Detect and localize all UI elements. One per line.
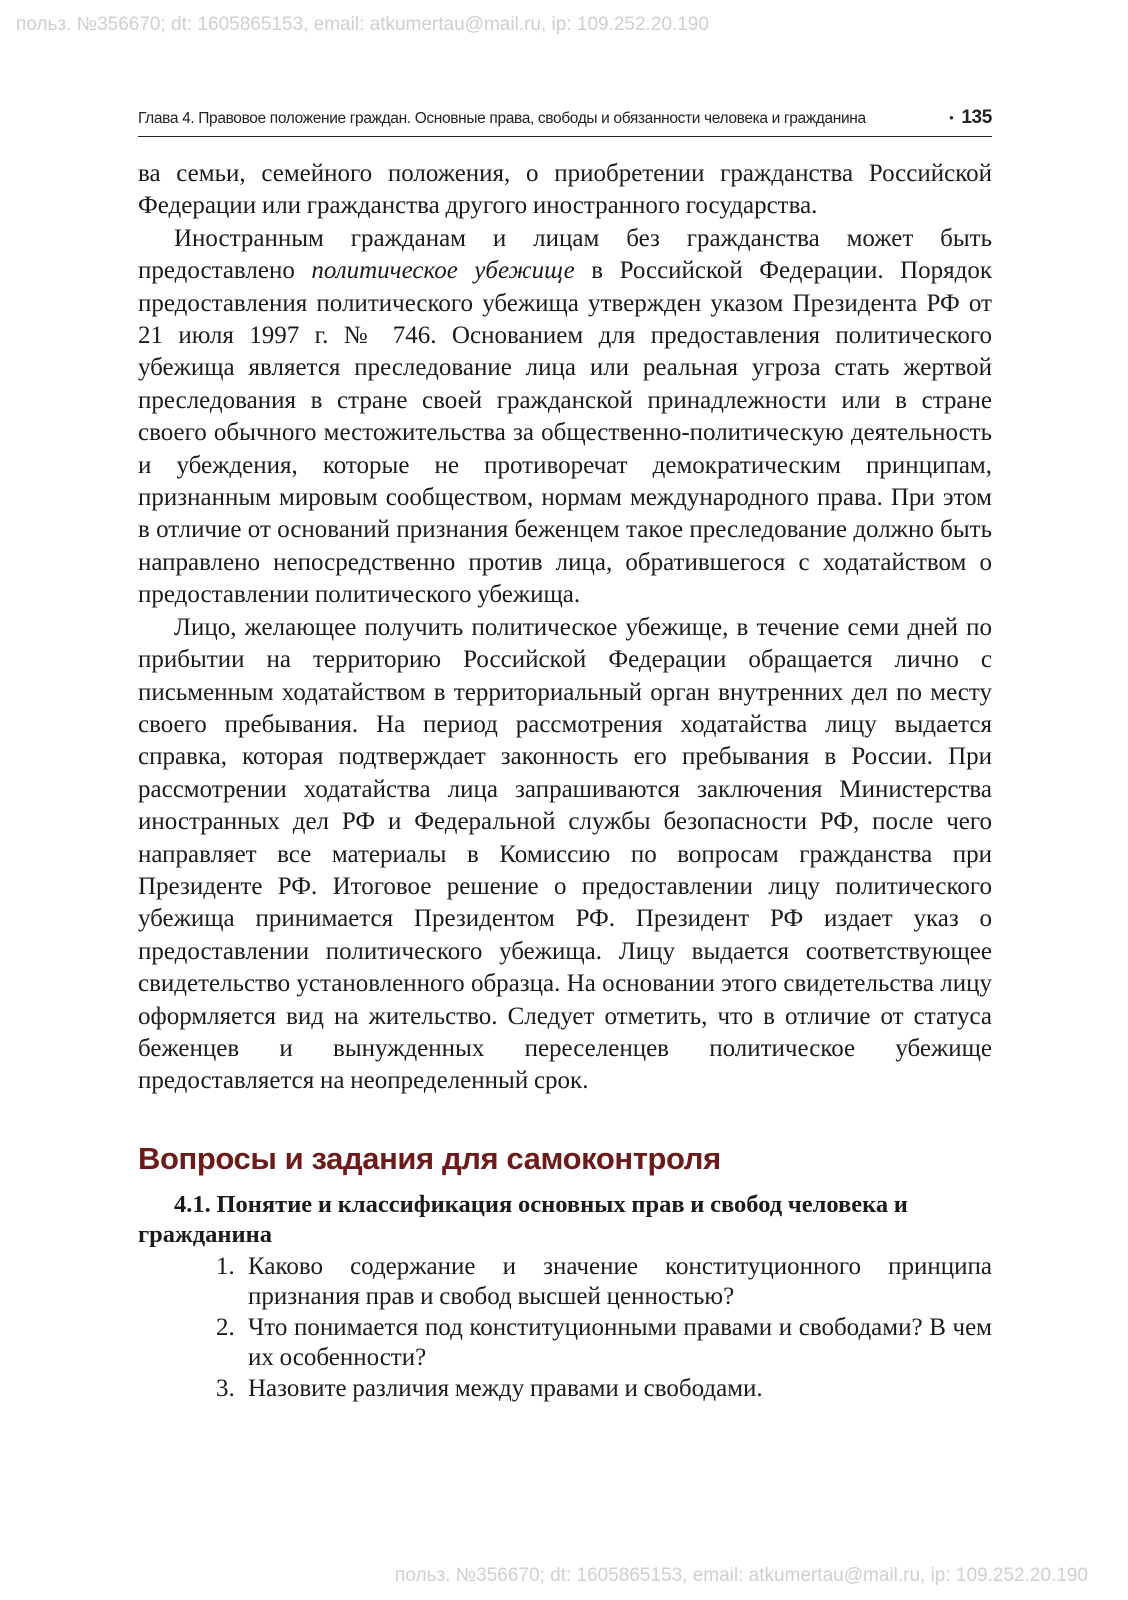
emphasis-term: политическое убежище [311,257,575,285]
watermark-top: польз. №356670; dt: 1605865153, email: atkumertau@mail.ru, ip: 109.252.20.190 [16,14,709,35]
question-number: 2. [216,1313,235,1341]
watermark-bottom: польз. №356670; dt: 1605865153, email: atkumertau@mail.ru, ip: 109.252.20.190 [395,1565,1088,1586]
page-number-group [943,107,992,129]
subsection-heading: 4.1. Понятие и классификация основных прав и свобод человека и гражданина [138,1190,908,1248]
paragraph-2 [138,223,992,612]
question-item [216,1374,992,1405]
question-number: 1. [216,1252,235,1280]
paragraph-2-end: в Российской Федерации. Порядок предоставления политического убежища утвержден указом Президента РФ от 21 июля 1997 г. № 746. Основанием для предоставления политического убежища является преследование лица или реальная угроза стать жертвой преследования в стране своей гражданской принадлежности или в стране своего обычного местожительства за общественно-политическую деятельность и убеждения, которые не противоречат демократическим принципам, признанным мировым сообществом, нормам международного права. При этом в отличие от оснований признания беженцем такое преследование должно быть направлено непосредственно против лица, обратившегося с ходатайством о предоставлении политического убежища. [138,257,992,609]
bullet-separator: • [949,110,954,125]
question-number: 3. [216,1374,235,1402]
question-list [138,1252,992,1405]
page-body [138,158,992,1404]
paragraph-1: ва семьи, семейного положения, о приобретении гражданства Российской Федерации или гражданства другого иностранного государства. [138,160,992,220]
section-heading: Вопросы и задания для самоконтроля [138,1140,721,1176]
paragraph-3: Лицо, желающее получить политическое убежище, в течение семи дней по прибытии на территорию Российской Федерации обращается лично с письменным ходатайством в территориальный орган внутренних дел по месту своего пребывания. На период рассмотрения ходатайства лицу выдается справка, которая подтверждает законность его пребывания в России. При рассмотрении ходатайства лица запрашиваются заключения Министерства иностранных дел РФ и Федеральной службы безопасности РФ, после чего направляет все материалы в Комиссию по вопросам гражданства при Президенте РФ. Итоговое решение о предоставлении лицу политического убежища принимается Президентом РФ. Президент РФ издает указ о предоставлении политического убежища. Лицу выдается соответствующее свидетельство установленного образца. На основании этого свидетельства лицу оформляется вид на жительство. Следует отметить, что в отличие от статуса беженцев и вынужденных переселенцев политическое убежище предоставляется на неопределенный срок. [138,613,992,1095]
question-item [216,1252,992,1313]
question-text: Что понимается под конституционными правами и свободами? В чем их особенности? [248,1313,992,1372]
question-item [216,1313,992,1374]
question-text: Назовите различия между правами и свободами. [248,1374,763,1402]
chapter-title: Глава 4. Правовое положение граждан. Основные права, свободы и обязанности человека и гражданина [138,110,866,127]
question-text: Каково содержание и значение конституционного принципа признания прав и свобод высшей ценностью? [248,1252,992,1311]
page-number: 135 [961,107,992,128]
paragraph-2-start: Иностранным гражданам и лицам без гражданства может быть предоставлено [138,224,992,285]
running-header [138,107,992,137]
